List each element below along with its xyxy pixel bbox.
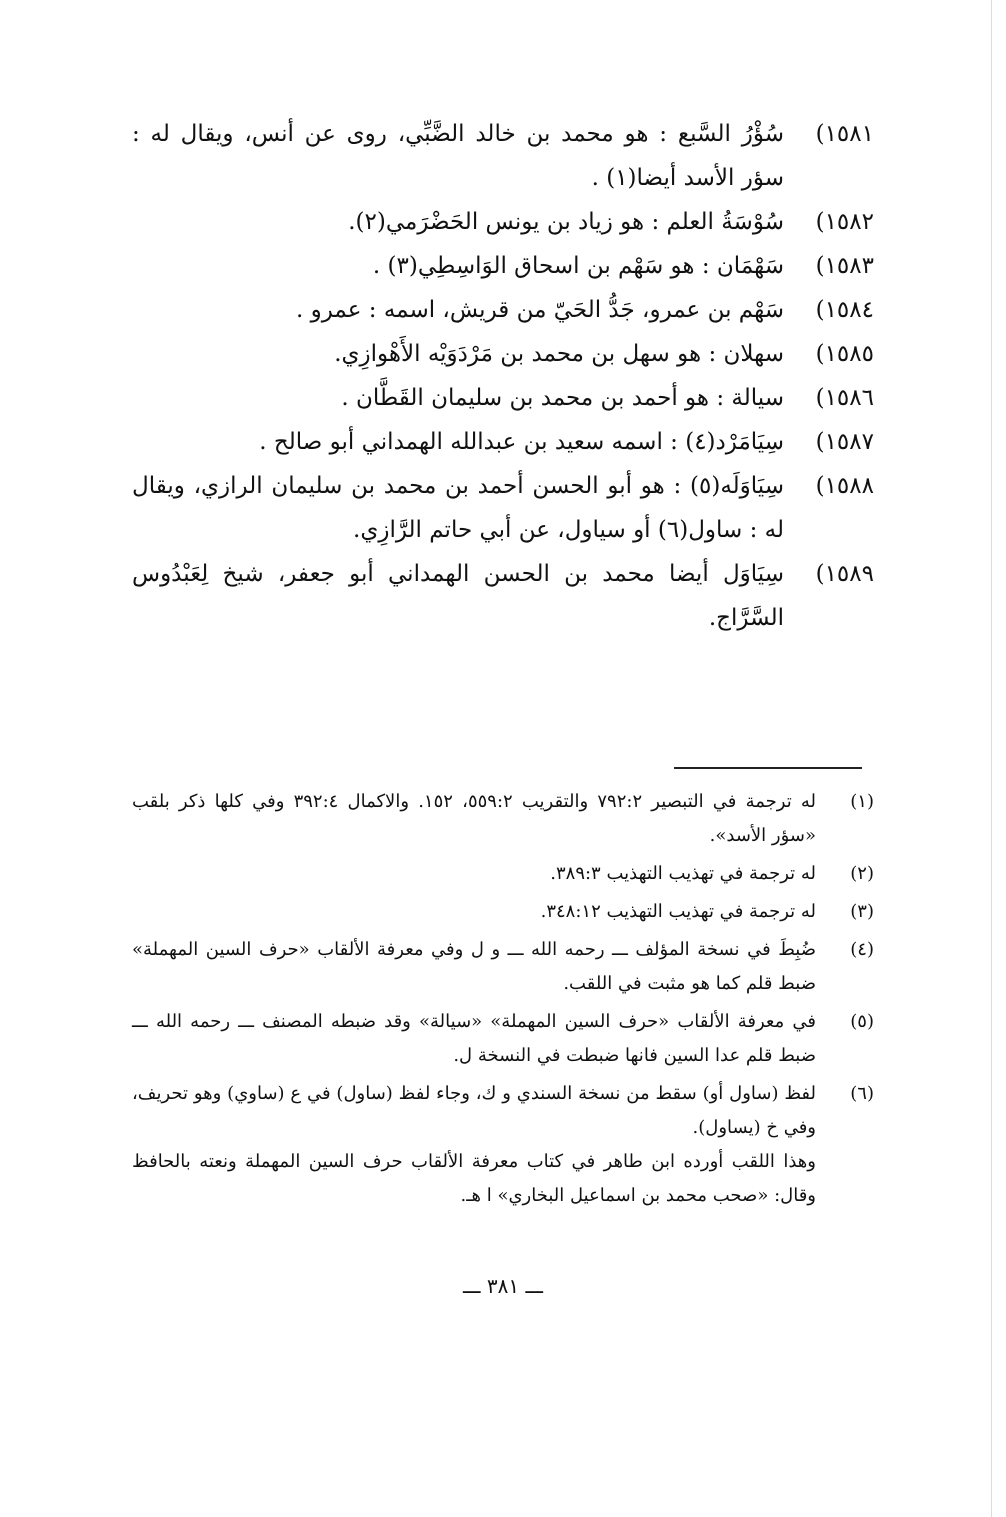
entry-1589 [132,552,874,640]
footnote-text: له ترجمة في تهذيب التهذيب ٣٤٨:١٢. [540,901,816,922]
footnote-divider [674,767,862,769]
entry-1588 [132,464,874,552]
entry-text: سُؤْرُ السَّبع : هو محمد بن خالد الضَّبِّي، روى عن أنس، ويقال له : سؤر الأسد أيضا(١) . [132,121,784,191]
entry-number: ١٥٨١) [815,121,874,147]
entry-1585 [132,332,874,376]
entry-text: سيالة : هو أحمد بن محمد بن سليمان القَطَّان . [341,385,784,411]
footnotes-list [132,785,874,1217]
footnote-text: لفظ (ساول أو) سقط من نسخة السندي و ك، وجاء لفظ (ساول) في ع (ساوي) وهو تحريف، وفي خ (يساول). [132,1083,816,1138]
entry-text: سُوْسَةُ العلم : هو زياد بن يونس الحَضْرَمي(٢). [348,209,784,235]
entry-text: سِيَاوَلَه(٥) : هو أبو الحسن أحمد بن محمد بن سليمان الرازي، ويقال له : ساول(٦) أو سياول، عن أبي حاتم الرَّازِي. [132,473,784,543]
footnote-number: (٦) [850,1083,874,1104]
footnote-1 [132,785,874,853]
entry-number: ١٥٨٧) [815,429,874,455]
entry-number: ١٥٨٢) [815,209,874,235]
footnote-text: ضُبِطَ في نسخة المؤلف ـــ رحمه الله ـــ و ل وفي معرفة الألقاب «حرف السين المهملة» ضبط قلم كما هو مثبت في اللقب. [132,939,816,994]
footnote-text: له ترجمة في التبصير ٧٩٢:٢ والتقريب ٥٥٩:٢، ١٥٢. والاكمال ٣٩٢:٤ وفي كلها ذكر بلقب «سؤر الأسد». [132,791,817,846]
entry-text: سِيَاوَل أيضا محمد بن الحسن الهمداني أبو جعفر، شيخ لِعَبْدُوس السَّرَّاج. [132,561,784,631]
entry-1584 [132,288,874,332]
entry-number: ١٥٨٣) [815,253,874,279]
entry-1581 [132,112,874,200]
page-number: ـــ ٣٨١ ـــ [462,1274,544,1298]
footnote-number: (٥) [850,1011,874,1032]
footnote-continuation: وهذا اللقب أورده ابن طاهر في كتاب معرفة الألقاب حرف السين المهملة ونعته بالحافظ وقال: «صحب محمد بن اسماعيل البخاري» ا هـ. [132,1151,816,1206]
entry-text: سِيَامَرْد(٤) : اسمه سعيد بن عبدالله الهمداني أبو صالح . [259,429,784,455]
entry-1582 [132,200,874,244]
footnote-3 [132,895,874,929]
entry-number: ١٥٨٦) [815,385,874,411]
entries-list [132,112,874,640]
entry-1586 [132,376,874,420]
footnote-4 [132,933,874,1001]
footnote-6 [132,1077,874,1213]
entry-number: ١٥٨٨) [815,473,874,499]
footnote-5 [132,1005,874,1073]
entry-text: سَهْمَان : هو سَهْم بن اسحاق الوَاسِطِي(٣) . [372,253,784,279]
footnote-number: (٢) [850,863,874,884]
footnote-number: (٤) [850,939,874,960]
footnote-2 [132,857,874,891]
book-page [132,112,874,1362]
entry-number: ١٥٨٥) [815,341,874,367]
scan-edge-line [991,0,992,1517]
entry-text: سَهْم بن عمرو، جَدُّ الحَيّ من قريش، اسمه : عمرو . [296,297,784,323]
entry-1587 [132,420,874,464]
footnote-number: (٣) [850,901,874,922]
entry-text: سهلان : هو سهل بن محمد بن مَرْدَوَيْه الأَهْوازِي. [334,341,784,367]
footnote-text: له ترجمة في تهذيب التهذيب ٣٨٩:٣. [550,863,816,884]
entry-1583 [132,244,874,288]
entry-number: ١٥٨٩) [815,561,874,587]
footnote-number: (١) [850,791,874,812]
footnote-text: في معرفة الألقاب «حرف السين المهملة» «سيالة» وقد ضبطه المصنف ـــ رحمه الله ـــ ضبط قلم عدا السين فانها ضبطت في النسخة ل. [132,1011,816,1066]
entry-number: ١٥٨٤) [815,297,874,323]
